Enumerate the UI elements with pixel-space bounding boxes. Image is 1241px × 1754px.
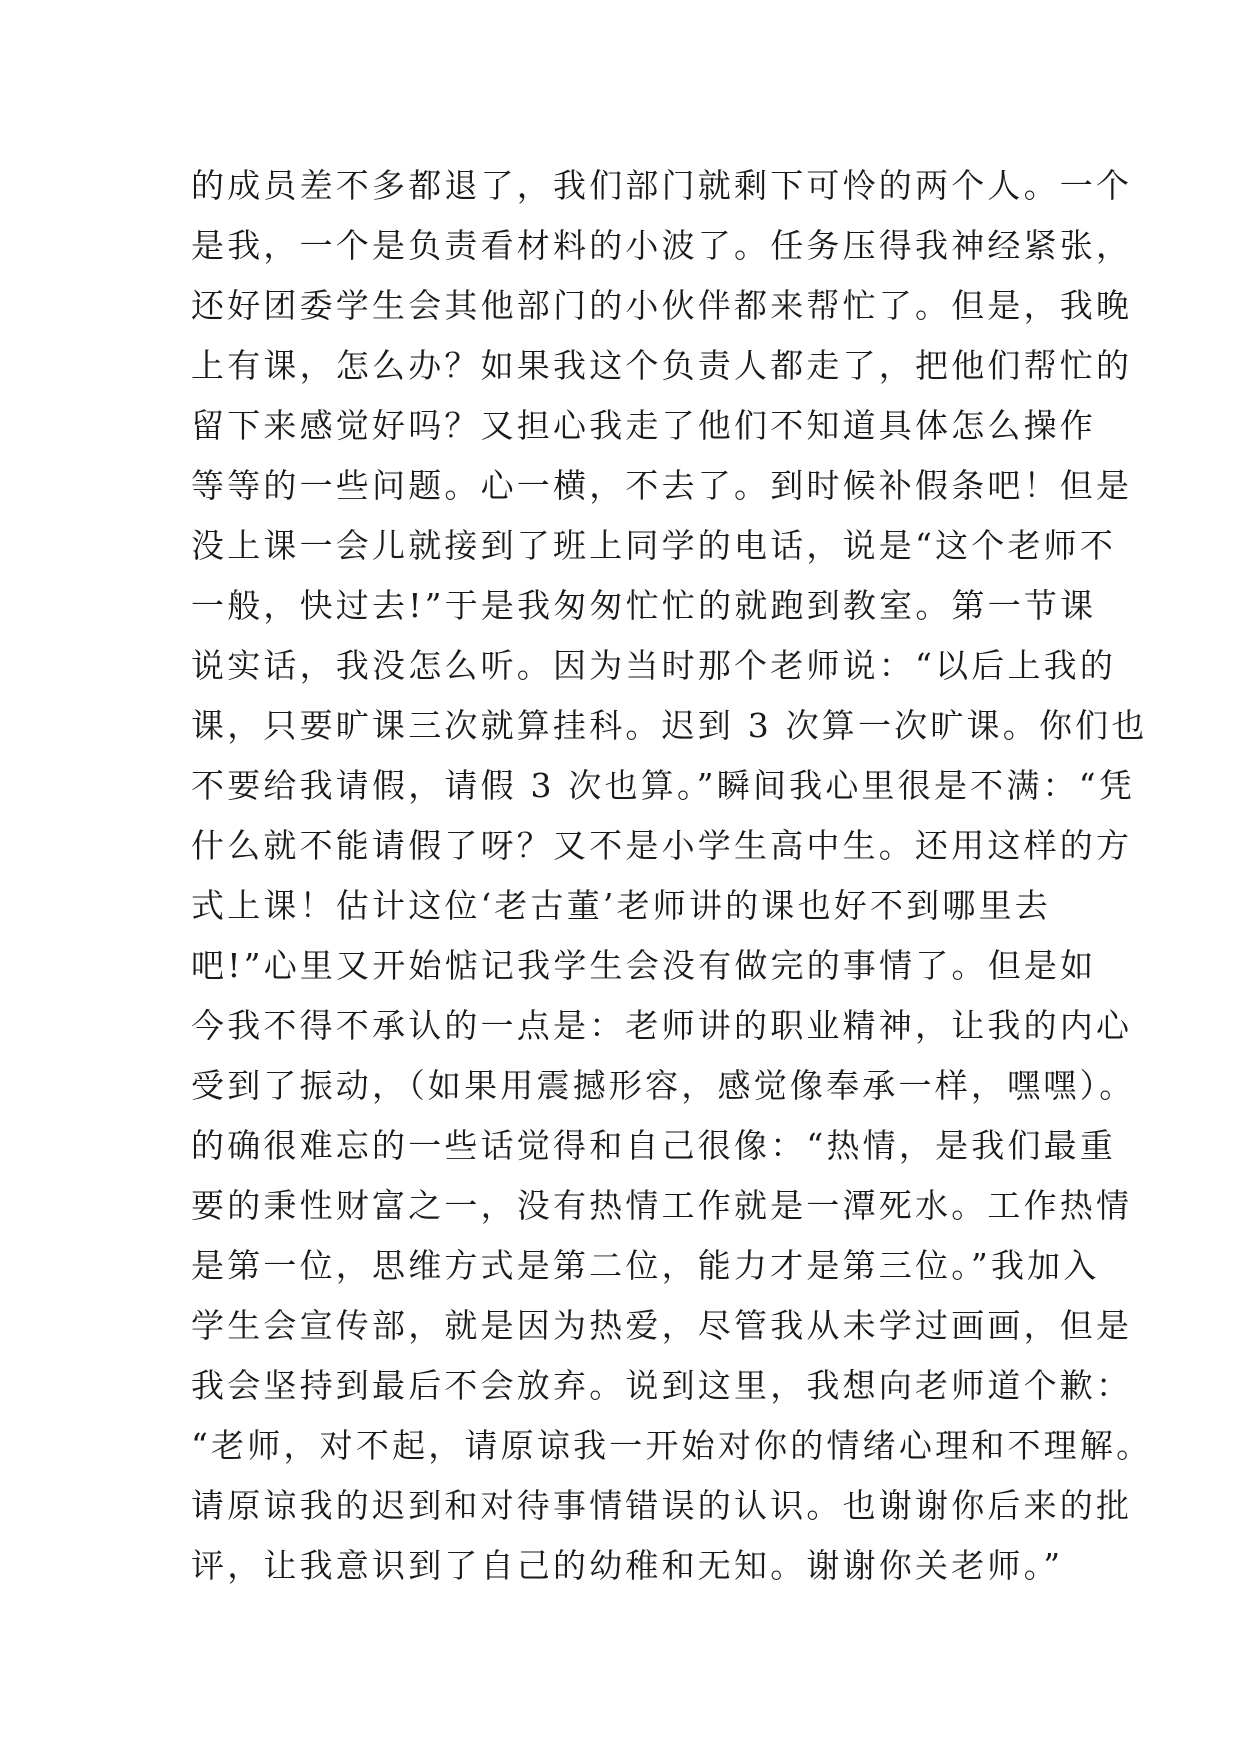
text-line: 今我不得不承认的一点是：老师讲的职业精神，让我的内心 [191, 1006, 1133, 1045]
text-line: 上有课，怎么办？如果我这个负责人都走了，把他们帮忙的 [191, 346, 1133, 385]
text-line: 吧!”心里又开始惦记我学生会没有做完的事情了。但是如 [191, 946, 1097, 985]
text-line: 式上课！估计这位‘老古董’老师讲的课也好不到哪里去 [191, 886, 1051, 925]
text-line: 是我，一个是负责看材料的小波了。任务压得我神经紧张， [191, 226, 1133, 265]
text-line: 留下来感觉好吗？又担心我走了他们不知道具体怎么操作 [191, 406, 1096, 445]
text-line: 受到了振动，（如果用震撼形容，感觉像奉承一样，嘿嘿）。 [191, 1066, 1136, 1105]
text-line: 评，让我意识到了自己的幼稚和无知。谢谢你关老师。” [191, 1546, 1064, 1585]
text-line: 是第一位，思维方式是第二位，能力才是第三位。”我加入 [191, 1246, 1100, 1285]
text-line: 等等的一些问题。心一横，不去了。到时候补假条吧！但是 [191, 466, 1133, 505]
text-line: “老师，对不起，请原谅我一开始对你的情绪心理和不理解。 [191, 1426, 1153, 1465]
text-line: 课，只要旷课三次就算挂科。迟到 3 次算一次旷课。你们也 [191, 706, 1148, 745]
text-line: 学生会宣传部，就是因为热爱，尽管我从未学过画画，但是 [191, 1306, 1133, 1345]
text-line: 还好团委学生会其他部门的小伙伴都来帮忙了。但是，我晚 [191, 286, 1133, 325]
text-line: 请原谅我的迟到和对待事情错误的认识。也谢谢你后来的批 [191, 1486, 1133, 1525]
text-line: 什么就不能请假了呀？又不是小学生高中生。还用这样的方 [191, 826, 1133, 865]
text-line: 的成员差不多都退了，我们部门就剩下可怜的两个人。一个 [191, 166, 1133, 205]
text-line: 一般，快过去!”于是我匆匆忙忙的就跑到教室。第一节课 [191, 586, 1097, 625]
text-line: 我会坚持到最后不会放弃。说到这里，我想向老师道个歉： [191, 1366, 1133, 1405]
body-text [191, 156, 1153, 1596]
text-line: 说实话，我没怎么听。因为当时那个老师说：“以后上我的 [191, 646, 1117, 685]
text-line: 没上课一会儿就接到了班上同学的电话，说是“这个老师不 [191, 526, 1117, 565]
text-line: 的确很难忘的一些话觉得和自己很像：“热情，是我们最重 [191, 1126, 1117, 1165]
text-line: 要的秉性财富之一，没有热情工作就是一潭死水。工作热情 [191, 1186, 1133, 1225]
text-line: 不要给我请假，请假 3 次也算。”瞬间我心里很是不满：“凭 [191, 766, 1136, 805]
